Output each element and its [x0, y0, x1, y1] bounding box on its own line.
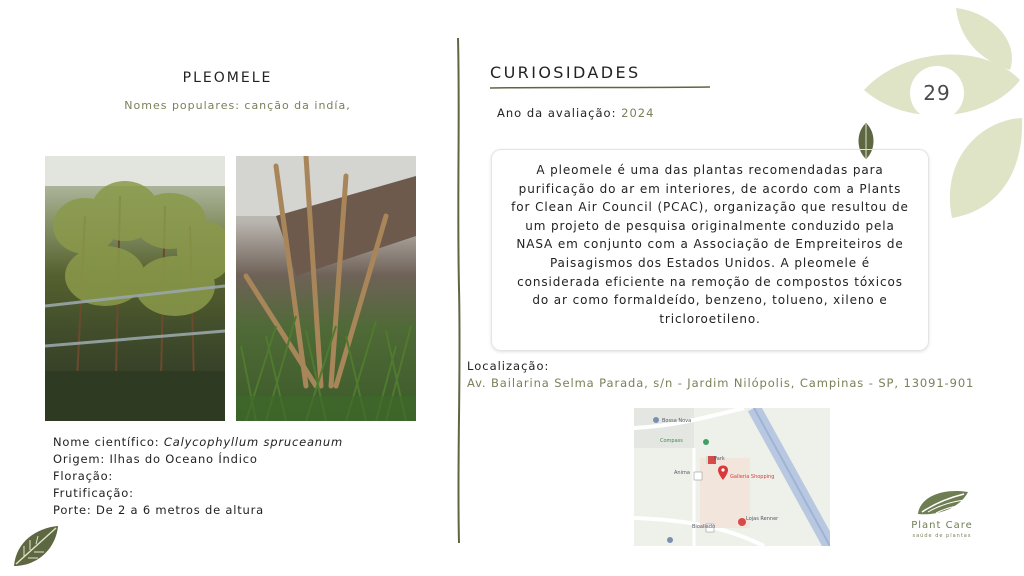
map-label: Park — [714, 456, 725, 462]
logo-name: Plant Care — [911, 520, 973, 531]
page-divider — [455, 38, 462, 543]
logo-tagline: saúde de plantas — [912, 533, 972, 539]
fruiting-line: Frutificação: — [53, 486, 134, 500]
flowering-line: Floração: — [53, 469, 114, 483]
map-label: Bossa Nova — [662, 418, 692, 424]
decorative-leaf-icon — [950, 118, 1022, 218]
popular-names: Nomes populares: canção da indía, — [124, 99, 351, 112]
plant-photo-2 — [236, 156, 416, 421]
scientific-name-line — [53, 434, 433, 451]
plant-title: PLEOMELE — [182, 70, 273, 86]
year-label: Ano da avaliação: — [497, 106, 622, 120]
map-label: Anima — [674, 470, 690, 476]
scientific-name-label: Nome científico: — [53, 435, 164, 449]
location-map[interactable] — [634, 408, 830, 546]
location-label: Localização: — [467, 359, 550, 373]
plant-facts — [53, 434, 433, 519]
plant-care-logo-icon — [914, 486, 970, 518]
curiosity-box: A pleomele é uma das plantas recomendadas para purificação do ar em interiores, de acordo com a Plants for Clean Air Council (PCAC), organização que resultou de um projeto de pesquisa originalmente conduzido pela NASA em conjunto com a Associação de Empreiteiros de Paisagismos dos Estados Unidos. A pleomele é considerada eficiente na remoção de compostos tóxicos do ar como formaldeído, benzeno, tolueno, xileno e tricloroetileno. — [491, 149, 929, 351]
map-label: Bioaliado — [692, 524, 716, 530]
curiosities-title: CURIOSIDADES — [490, 63, 641, 82]
map-label: Galleria Shopping — [730, 474, 775, 480]
origin-line: Origem: Ilhas do Oceano Índico — [53, 452, 258, 466]
page-number: 29 — [910, 66, 964, 120]
evaluation-year — [497, 106, 654, 120]
map-label: Lojas Renner — [746, 516, 779, 522]
plant-photo-1 — [45, 156, 225, 421]
map-label: Compass — [660, 438, 683, 444]
decorative-leaf-bottom-left — [10, 522, 62, 570]
location-address: Av. Bailarina Selma Parada, s/n - Jardim Nilópolis, Campinas - SP, 13091-901 — [467, 376, 975, 390]
year-value: 2024 — [621, 106, 655, 120]
title-underline — [490, 86, 710, 89]
scientific-name-value: Calycophyllum spruceanum — [163, 435, 343, 449]
size-line: Porte: De 2 a 6 metros de altura — [53, 503, 265, 517]
